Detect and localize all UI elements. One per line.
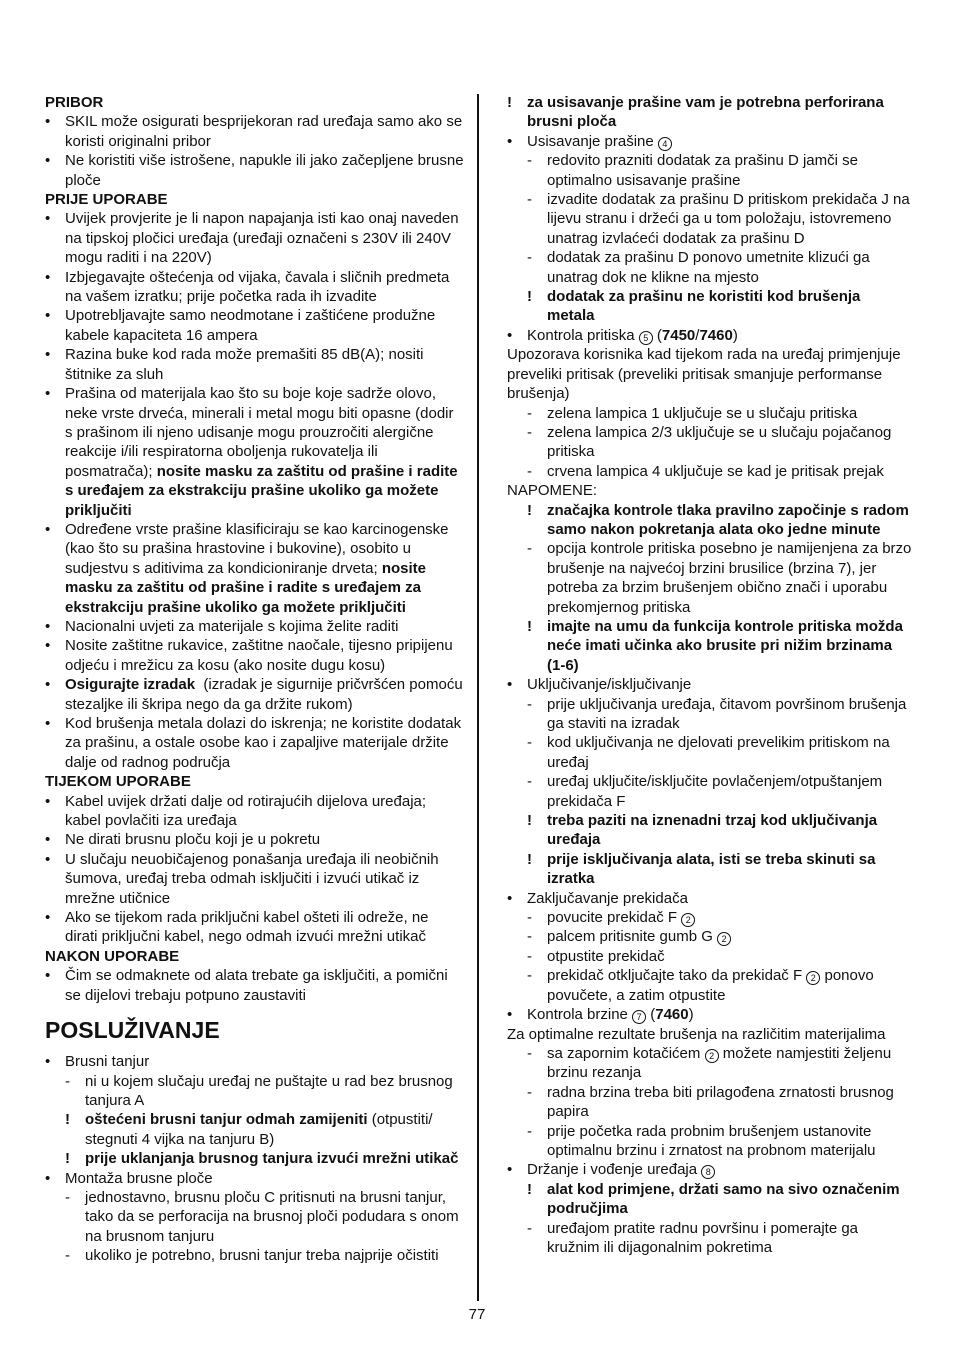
- text: prekidač otključajte tako da prekidač F: [547, 967, 803, 985]
- section-heading-pribor: PRIBOR: [45, 94, 104, 111]
- list-item: • SKIL može osigurati besprijekoran rad uređaja samo ako se koristi originalni pribor: [45, 112, 465, 151]
- list-item: • Ne koristiti više istrošene, napukle ili jako začepljene brusne ploče: [45, 151, 465, 190]
- dash-item: [527, 966, 912, 1005]
- dash-item: - ukoliko je potrebno, brusni tanjur treba najprije očistiti: [65, 1246, 465, 1265]
- dash-item: - prije uključivanja uređaja, čitavom površinom brušenja ga staviti na izradak: [527, 695, 912, 734]
- warning-item: ! dodatak za prašinu ne koristiti kod brušenja metala: [527, 287, 912, 326]
- text: palcem pritisnite gumb G: [547, 928, 713, 946]
- dash-item: - uređaj uključite/isključite povlačenjem/otpuštanjem prekidača F: [527, 772, 912, 811]
- list-item: • Čim se odmaknete od alata trebate ga isključiti, a pomični se dijelovi trebaju potpuno zaustaviti: [45, 966, 465, 1005]
- list-item: [507, 1160, 912, 1179]
- text: Određene vrste prašine klasificiraju se kao karcinogenske (kao što su prašina hrastovine i bukovine), osobito u sudjestvu s aditivima za kondicioniranje drveta;: [65, 520, 449, 577]
- figure-ref-2: 2: [681, 913, 695, 927]
- bold-text: nosite masku za zaštitu od prašine i radite s uređajem za ekstrakciju prašine ukoliko ga možete priključiti: [65, 559, 427, 616]
- dash-item: - prije početka rada probnim brušenjem ustanovite optimalnu brzinu i zrnatost na probnom materijalu: [527, 1122, 912, 1161]
- text: ponovo povučete, a zatim otpustite: [547, 967, 874, 1004]
- list-item: • Izbjegavajte oštećenja od vijaka, čavala i sličnih predmeta na vašem izratku; prije početka rada ih izvadite: [45, 268, 465, 307]
- dash-item: [527, 1044, 912, 1083]
- list-item: • Zaključavanje prekidača: [507, 889, 912, 908]
- list-item: • Razina buke kod rada može premašiti 85 dB(A); nositi štitnike za sluh: [45, 345, 465, 384]
- chapter-title: POSLUŽIVANJE: [45, 1017, 220, 1044]
- dash-item: - uređajom pratite radnu površinu i pomerajte ga kružnim ili dijagonalnim pokretima: [527, 1219, 912, 1258]
- dash-item: - radna brzina treba biti prilagođena zrnatosti brusnog papira: [527, 1083, 912, 1122]
- dash-item: - otpustite prekidač: [527, 947, 912, 966]
- list-item: [45, 384, 465, 520]
- list-item: • Uključivanje/isključivanje: [507, 675, 912, 694]
- bold-text: Osigurajte izradak: [65, 676, 196, 694]
- dash-item: - ni u kojem slučaju uređaj ne puštajte u rad bez brusnog tanjura A: [65, 1072, 465, 1111]
- model-number: 7460: [699, 326, 733, 344]
- paragraph: Upozorava korisnika kad tijekom rada na uređaj primjenjuje preveliki pritisak (preveliki pritisak smanjuje performanse brušenja): [507, 346, 901, 403]
- list-item: • Upotrebljavajte samo neodmotane i zaštićene produžne kabele kapaciteta 16 ampera: [45, 306, 465, 345]
- figure-ref-2: 2: [705, 1049, 719, 1063]
- figure-ref-5: 5: [639, 331, 653, 345]
- section-heading-nakon: NAKON UPORABE: [45, 947, 180, 965]
- dash-item: - zelena lampica 2/3 uključuje se u slučaju pojačanog pritiska: [527, 423, 912, 462]
- text: možete namjestiti željenu brzinu rezanja: [547, 1044, 892, 1082]
- figure-ref-8: 8: [701, 1165, 715, 1179]
- paragraph: Za optimalne rezultate brušenja na različitim materijalima: [507, 1025, 886, 1043]
- list-item: • Uvijek provjerite je li napon napajanja isti kao onaj naveden na tipskoj pločici uređaja (uređaji označeni s 230V ili 240V mogu raditi i na 220V): [45, 209, 465, 267]
- text: Kontrola pritiska: [527, 326, 635, 344]
- text: Držanje i vođenje uređaja: [527, 1161, 698, 1179]
- text: Kontrola brzine: [527, 1006, 628, 1024]
- dash-item: [527, 908, 912, 927]
- list-item: • Ne dirati brusnu ploču koji je u pokretu: [45, 830, 465, 849]
- dash-item: - zelena lampica 1 uključuje se u slučaju pritiska: [527, 404, 912, 423]
- dash-item: - crvena lampica 4 uključuje se kad je pritisak prejak: [527, 462, 912, 481]
- warning-item: ! značajka kontrole tlaka pravilno započinje s radom samo nakon pokretanja alata oko jedne minute: [527, 501, 912, 540]
- dash-item: [527, 927, 912, 946]
- text: /: [695, 326, 700, 344]
- list-item: • Nosite zaštitne rukavice, zaštitne naočale, tijesno pripijenu odjeću i mrežicu za kosu (ako nosite dugu kosu): [45, 636, 465, 675]
- warning-item: ! alat kod primjene, držati samo na sivo označenim područjima: [527, 1180, 912, 1219]
- figure-ref-4: 4: [658, 137, 672, 151]
- text: (izradak je sigurnije pričvršćen pomoću stezaljke ili škripa nego da ga držite rukom): [65, 676, 467, 713]
- list-item: • Kontrola pritiska 5 (7450/7460): [507, 326, 912, 345]
- warning-item: ! prije uklanjanja brusnog tanjura izvući mrežni utikač: [65, 1149, 465, 1168]
- dash-item: - kod uključivanja ne djelovati prevelikim pritiskom na uređaj: [527, 733, 912, 772]
- text: (otpustiti/ stegnuti 4 vijka na tanjuru B): [85, 1111, 433, 1148]
- warning-item: ! imajte na umu da funkcija kontrole pritiska možda neće imati učinka ako brusite pri nižim brzinama (1-6): [527, 617, 912, 675]
- figure-ref-2: 2: [717, 932, 731, 946]
- text: sa zapornim kotačićem: [547, 1044, 701, 1062]
- list-item: • Ako se tijekom rada priključni kabel ošteti ili odreže, ne dirati priključni kabel, nego odmah izvući mrežni utikač: [45, 908, 465, 947]
- text: Usisavanje prašine: [527, 132, 654, 150]
- notes-heading: NAPOMENE:: [507, 482, 598, 500]
- warning-item: [65, 1110, 465, 1149]
- dash-item: - redovito prazniti dodatak za prašinu D jamči se optimalno usisavanje prašine: [527, 151, 912, 190]
- left-column: [45, 93, 465, 1266]
- list-item: • Brusni tanjur: [45, 1052, 465, 1071]
- section-heading-tijekom: TIJEKOM UPORABE: [45, 773, 191, 791]
- list-item: [45, 520, 465, 617]
- list-item: • Montaža brusne ploče: [45, 1169, 465, 1188]
- list-item: • Nacionalni uvjeti za materijale s kojima želite raditi: [45, 617, 465, 636]
- dash-item: - dodatak za prašinu D ponovo umetnite klizući ga unatrag dok ne klikne na mjesto: [527, 248, 912, 287]
- section-heading-prije: PRIJE UPORABE: [45, 191, 168, 209]
- right-column: [507, 93, 912, 1257]
- text: Prašina od materijala kao što su boje koje sadrže olovo, neke vrste drveća, minerali i metal mogu biti opasne (dodir s prašinom ili njeno udisanje mogu prouzročiti alergične reakcije i/ili respiratorna oboljenja rukovatelja ili posmatrača);: [65, 385, 454, 480]
- model-number: 7460: [655, 1006, 689, 1024]
- page-number: 77: [468, 1306, 486, 1323]
- dash-item: - jednostavno, brusnu ploču C pritisnuti na brusni tanjur, tako da se perforacija na brusnoj ploči podudara s onom na brusnom tanjuru: [65, 1188, 465, 1246]
- dash-item: - opcija kontrole pritiska posebno je namijenjena za brzo brušenje na najvećoj brzini brusilice (brzina 7), jer potreba za brzim brušenjem obično znači i uporabu prekomjernog pritiska: [527, 539, 912, 617]
- list-item: [507, 132, 912, 151]
- model-number: 7450: [661, 326, 696, 344]
- warning-item: ! treba paziti na iznenadni trzaj kod uključivanja uređaja: [527, 811, 912, 850]
- warning-item: ! za usisavanje prašine vam je potrebna perforirana brusni ploča: [507, 93, 912, 132]
- list-item: • Kontrola brzine 7 (7460): [507, 1005, 912, 1024]
- list-item: • Kod brušenja metala dolazi do iskrenja; ne koristite dodatak za prašinu, a ostale osobe kao i zapaljive materijale držite dalje od radnog područja: [45, 714, 465, 772]
- column-divider: [477, 94, 479, 1301]
- warning-item: ! prije isključivanja alata, isti se treba skinuti sa izratka: [527, 850, 912, 889]
- list-item: [45, 675, 465, 714]
- list-item: • Kabel uvijek držati dalje od rotirajućih dijelova uređaja; kabel povlačiti iza uređaja: [45, 792, 465, 831]
- bold-text: nosite masku za zaštitu od prašine i radite s uređajem za ekstrakciju prašine ukoliko ga možete priključiti: [65, 462, 458, 519]
- dash-item: - izvadite dodatak za prašinu D pritiskom prekidača J na lijevu stranu i držeći ga u tom položaju, istovremeno unatrag izvlaćeći dodatak za prašinu D: [527, 190, 912, 248]
- list-item: • U slučaju neuobičajenog ponašanja uređaja ili neobičnih šumova, uređaj treba odmah isključiti i izvući utikač iz mrežne utičnice: [45, 850, 465, 908]
- text: povucite prekidač F: [547, 909, 678, 927]
- figure-ref-7: 7: [632, 1010, 646, 1024]
- bold-text: oštećeni brusni tanjur odmah zamijeniti: [85, 1111, 368, 1129]
- figure-ref-2: 2: [806, 971, 820, 985]
